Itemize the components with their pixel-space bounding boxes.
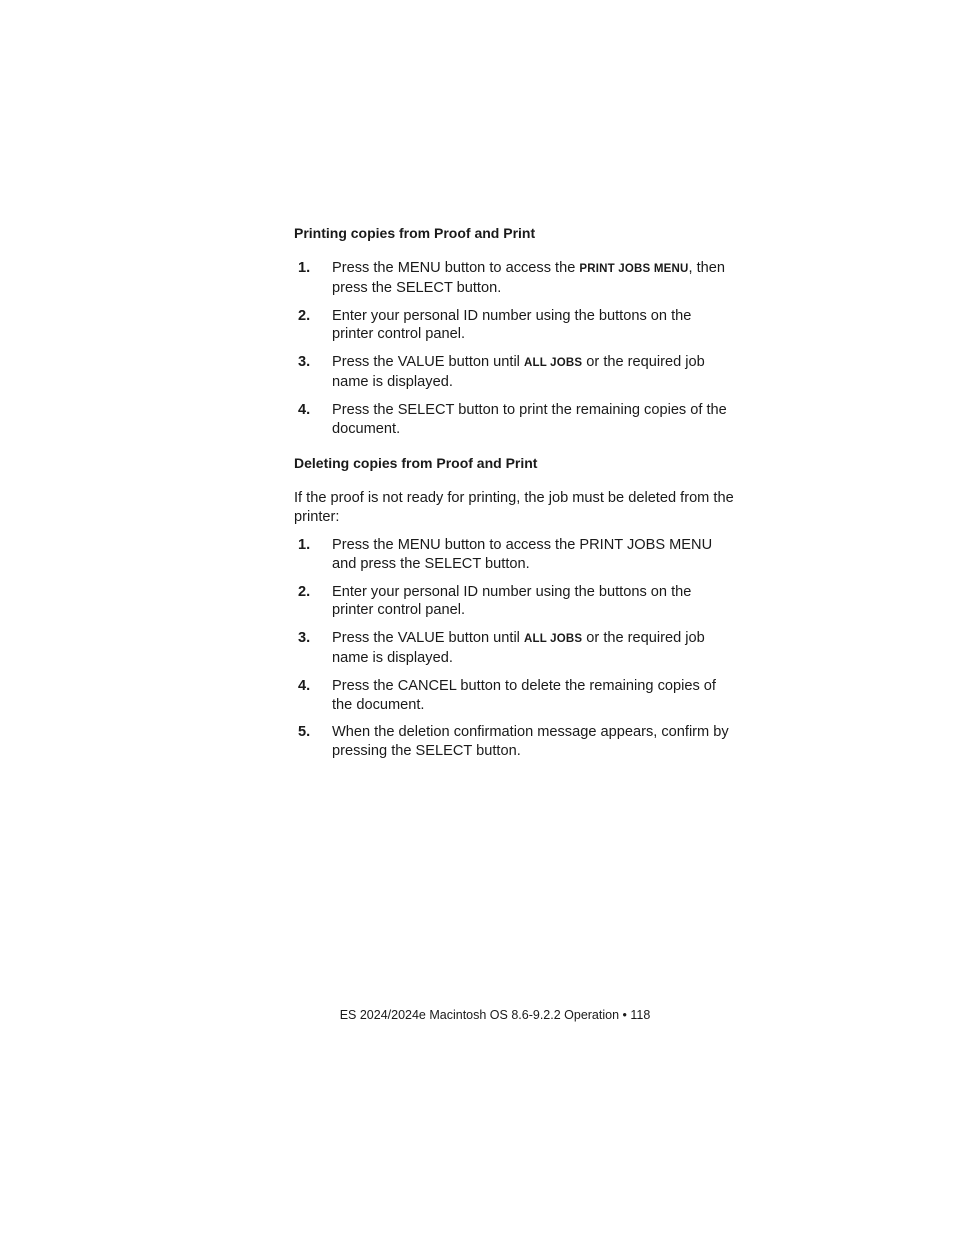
- menu-option: ALL JOBS: [523, 633, 583, 646]
- section-heading-printing: Printing copies from Proof and Print: [294, 225, 536, 241]
- step-text: Enter your personal ID number using the buttons on the printer control panel.: [332, 307, 692, 343]
- deleting-steps-list: [294, 536, 734, 761]
- step-text: Press the MENU button to access the PRINT JOBS MENU, then press the SELECT button.: [332, 260, 725, 296]
- page-footer: ES 2024/2024e Macintosh OS 8.6-9.2.2 Operation • 118: [339, 1008, 651, 1022]
- step-text: When the deletion confirmation message appears, confirm by pressing the SELECT button.: [332, 724, 729, 760]
- step-text: Press the VALUE button until ALL JOBS or the required job name is displayed.: [332, 630, 705, 666]
- list-item: [294, 259, 734, 298]
- step-number: 1.: [298, 536, 311, 553]
- step-number: 4.: [298, 401, 311, 418]
- list-item: [294, 536, 734, 574]
- step-number: 4.: [298, 677, 311, 694]
- step-text: Press the MENU button to access the PRINT JOBS MENU and press the SELECT button.: [332, 536, 713, 572]
- step-number: 5.: [298, 724, 311, 741]
- intro-paragraph: If the proof is not ready for printing, the job must be deleted from the printer:: [294, 490, 734, 526]
- step-number: 2.: [298, 307, 311, 324]
- list-item: [294, 401, 734, 439]
- step-number: 2.: [298, 583, 311, 600]
- menu-name: PRINT JOBS MENU: [579, 263, 689, 275]
- step-text: Press the SELECT button to print the remaining copies of the document.: [332, 401, 727, 437]
- list-item: [294, 723, 734, 761]
- list-item: [294, 307, 734, 345]
- list-item: [294, 629, 734, 668]
- step-text: Press the VALUE button until ALL JOBS or the required job name is displayed.: [332, 354, 705, 390]
- printing-steps-list: [294, 259, 734, 438]
- step-number: 3.: [298, 630, 311, 647]
- step-number: 1.: [298, 260, 311, 276]
- step-number: 3.: [298, 354, 311, 371]
- list-item: [294, 353, 734, 392]
- menu-option: ALL JOBS: [523, 357, 583, 370]
- step-text: Press the CANCEL button to delete the remaining copies of the document.: [332, 677, 716, 713]
- list-item: [294, 583, 734, 621]
- list-item: [294, 677, 734, 715]
- step-text: Enter your personal ID number using the buttons on the printer control panel.: [332, 583, 692, 619]
- document-page: [294, 224, 734, 770]
- section-heading-deleting: Deleting copies from Proof and Print: [294, 455, 538, 472]
